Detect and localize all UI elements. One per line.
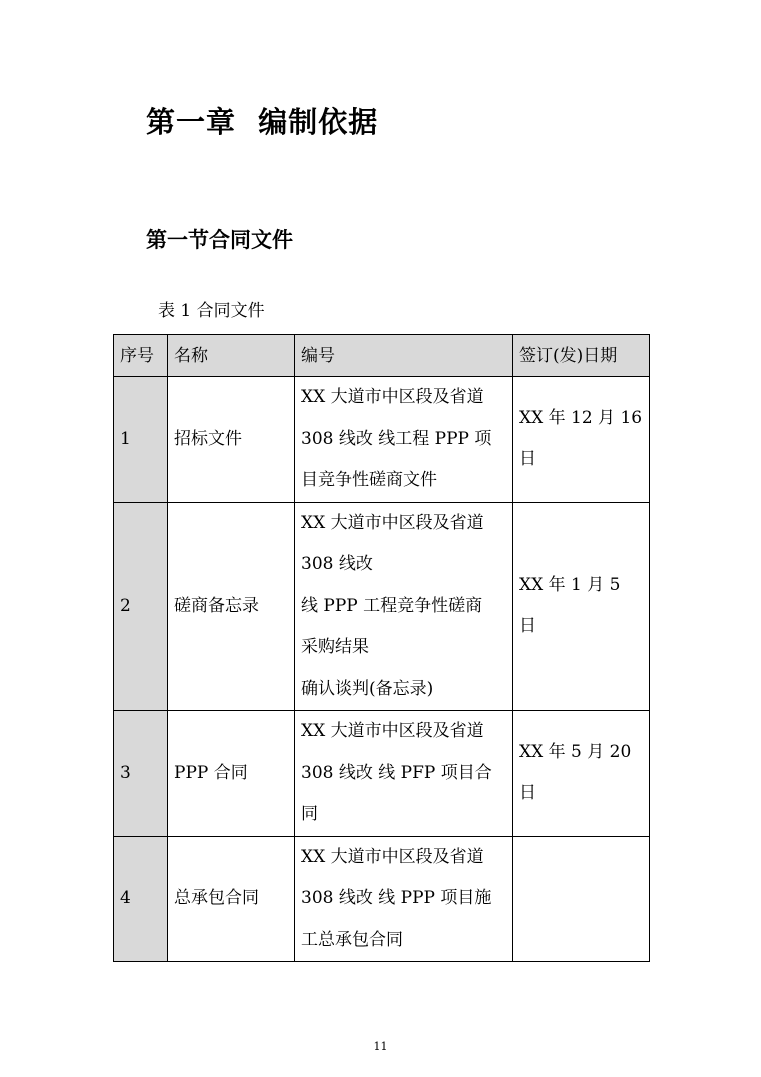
row-no: 1	[114, 377, 168, 503]
table-row	[114, 377, 650, 503]
row-code	[295, 377, 513, 503]
date-line: 日	[519, 783, 536, 804]
date-line: 日	[519, 449, 536, 470]
header-code: 编号	[295, 335, 513, 377]
row-name: 总承包合同	[168, 836, 295, 962]
header-date: 签订(发)日期	[513, 335, 650, 377]
code-line: 目竞争性磋商文件	[301, 470, 437, 490]
row-code	[295, 711, 513, 837]
row-date	[513, 711, 650, 837]
code-line: XX 大道市中区段及省道	[301, 846, 484, 867]
section-title: 第一节合同文件	[146, 228, 293, 252]
code-line: 采购结果	[301, 637, 369, 657]
code-line: 确认谈判(备忘录)	[301, 678, 434, 699]
table-row	[114, 836, 650, 962]
contract-documents-table	[113, 334, 650, 962]
row-code	[295, 836, 513, 962]
date-line: XX 年 5 月 20	[519, 741, 632, 762]
header-no: 序号	[114, 335, 168, 377]
table-caption: 表 1 合同文件	[158, 301, 265, 321]
row-date	[513, 836, 650, 962]
row-no: 3	[114, 711, 168, 837]
row-name: 招标文件	[168, 377, 295, 503]
row-name: 磋商备忘录	[168, 502, 295, 711]
code-line: 同	[301, 804, 318, 824]
date-line: 日	[519, 616, 536, 637]
table-header-row	[114, 335, 650, 377]
code-line: 线 PPP 工程竞争性磋商	[301, 595, 483, 616]
chapter-title: 第一章 编制依据	[146, 105, 379, 139]
row-code	[295, 502, 513, 711]
code-line: 308 线改 线 PFP 项目合	[301, 762, 492, 783]
code-line: 308 线改 线 PPP 项目施	[301, 888, 492, 908]
header-name: 名称	[168, 335, 295, 377]
code-line: 308 线改 线工程 PPP 项	[301, 428, 492, 449]
row-no: 2	[114, 502, 168, 711]
date-line: XX 年 12 月 16	[519, 407, 643, 428]
date-line: XX 年 1 月 5	[519, 574, 621, 595]
table-row	[114, 711, 650, 837]
code-line: XX 大道市中区段及省道	[301, 512, 484, 533]
row-no: 4	[114, 836, 168, 962]
page-number: 11	[373, 1040, 388, 1053]
code-line: 308 线改	[301, 554, 373, 574]
row-date	[513, 377, 650, 503]
row-name: PPP 合同	[168, 711, 295, 837]
table-row	[114, 502, 650, 711]
code-line: 工总承包合同	[301, 929, 403, 950]
row-date	[513, 502, 650, 711]
code-line: XX 大道市中区段及省道	[301, 721, 484, 741]
code-line: XX 大道市中区段及省道	[301, 387, 484, 407]
